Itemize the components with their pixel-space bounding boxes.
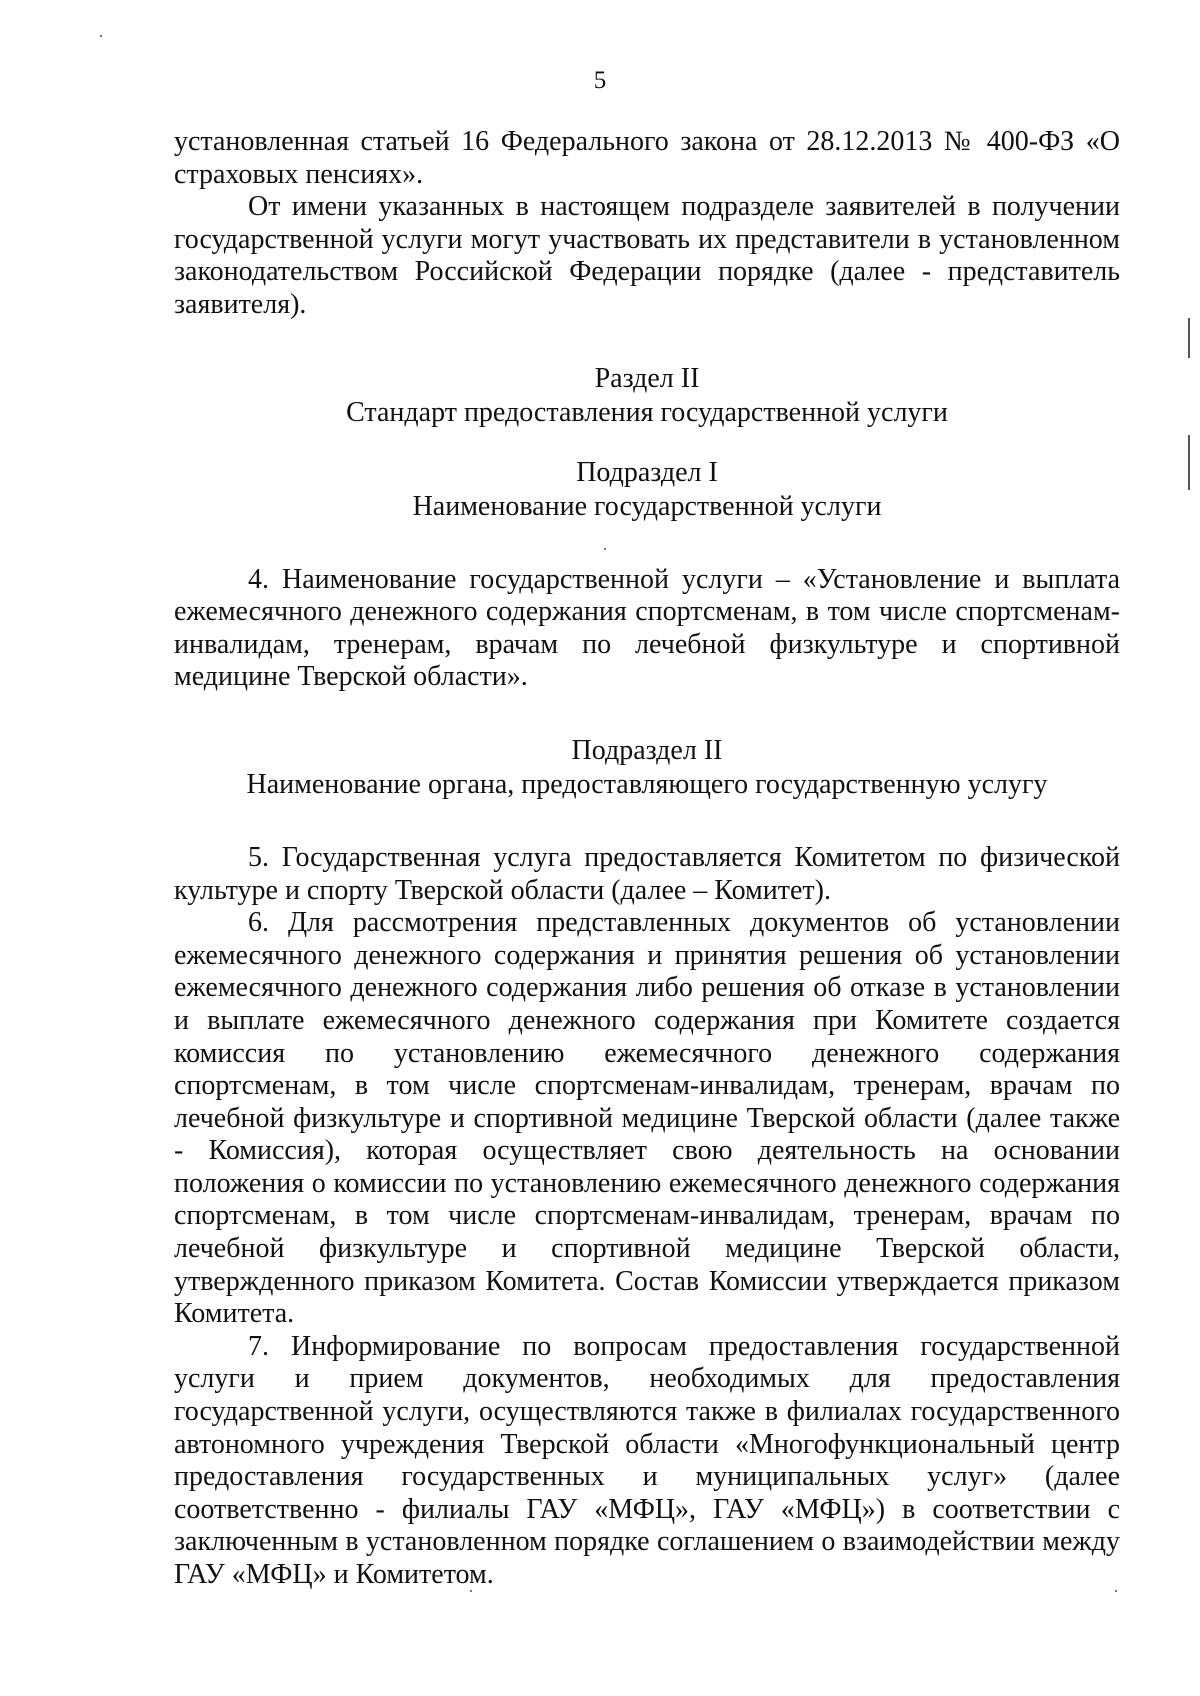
paragraph-6: 6. Для рассмотрения представленных документов об установлении ежемесячного денежного содержания и принятия решения об установлении ежемесячного денежного содержания либо решения об отказе в установлении и выплате ежемесячного денежного содержания при Комитете создается комиссия по установлению ежемесячного денежного содержания спортсменам, в том числе спортсменам-инвалидам, тренерам, врачам по лечебной физкультуре и спортивной медицине Тверской области (далее также - Комиссия), которая осуществляет свою деятельность на основании положения о комиссии по установлению ежемесячного денежного содержания спортсменам, в том числе спортсменам-инвалидам, тренерам, врачам по лечебной физкультуре и спортивной медицине Тверской области, утвержденного приказом Комитета. Состав Комиссии утверждается приказом Комитета. (174, 907, 1120, 1330)
scan-margin-mark (1188, 318, 1190, 358)
section-label: Раздел II (594, 362, 700, 394)
paragraph-representatives: От имени указанных в настоящем подразделе заявителей в получении государственной услуги могут участвовать их представители в установленном законодательством Российской Федерации порядке (далее - представитель заявителя). (174, 191, 1120, 320)
subsection-2-label: Подраздел II (571, 734, 723, 766)
scan-speck (100, 35, 102, 37)
paragraph-continuation: установленная статьей 16 Федерального закона от 28.12.2013 № 400-ФЗ «О страховых пенсиях». (174, 126, 1120, 190)
page-number: 5 (593, 67, 607, 94)
paragraph-4: 4. Наименование государственной услуги – «Установление и выплата ежемесячного денежного содержания спортсменам, в том числе спортсменам-инвалидам, тренерам, врачам по лечебной физкультуре и спортивной медицине Тверской области». (174, 563, 1120, 693)
paragraph-7: 7. Информирование по вопросам предоставления государственной услуги и прием документов, необходимых для предоставления государственной услуги, осуществляются также в филиалах государственного автономного учреждения Тверской области «Многофункциональный центр предоставления государственных и муниципальных услуг» (далее соответственно - филиалы ГАУ «МФЦ», ГАУ «МФЦ») в соответствии с заключенным в установленном порядке соглашением о взаимодействии между ГАУ «МФЦ» и Комитетом. (174, 1330, 1120, 1590)
subsection-1-title: Наименование государственной услуги (412, 490, 882, 522)
section-title: Стандарт предоставления государственной услуги (346, 396, 948, 428)
scan-margin-mark (1188, 435, 1190, 490)
document-body (174, 126, 1120, 1592)
subsection-2-title: Наименование органа, предоставляющего государственную услугу (246, 768, 1048, 800)
section-heading (174, 362, 1120, 430)
scan-speck (604, 548, 606, 550)
scan-speck (470, 1590, 472, 1592)
subsection-1-heading (174, 456, 1120, 524)
paragraph-5: 5. Государственная услуга предоставляется Комитетом по физической культуре и спорту Тверской области (далее – Комитет). (174, 841, 1120, 906)
subsection-2-heading (174, 734, 1120, 802)
subsection-1-label: Подраздел I (576, 456, 718, 488)
scan-speck (1115, 1590, 1117, 1592)
